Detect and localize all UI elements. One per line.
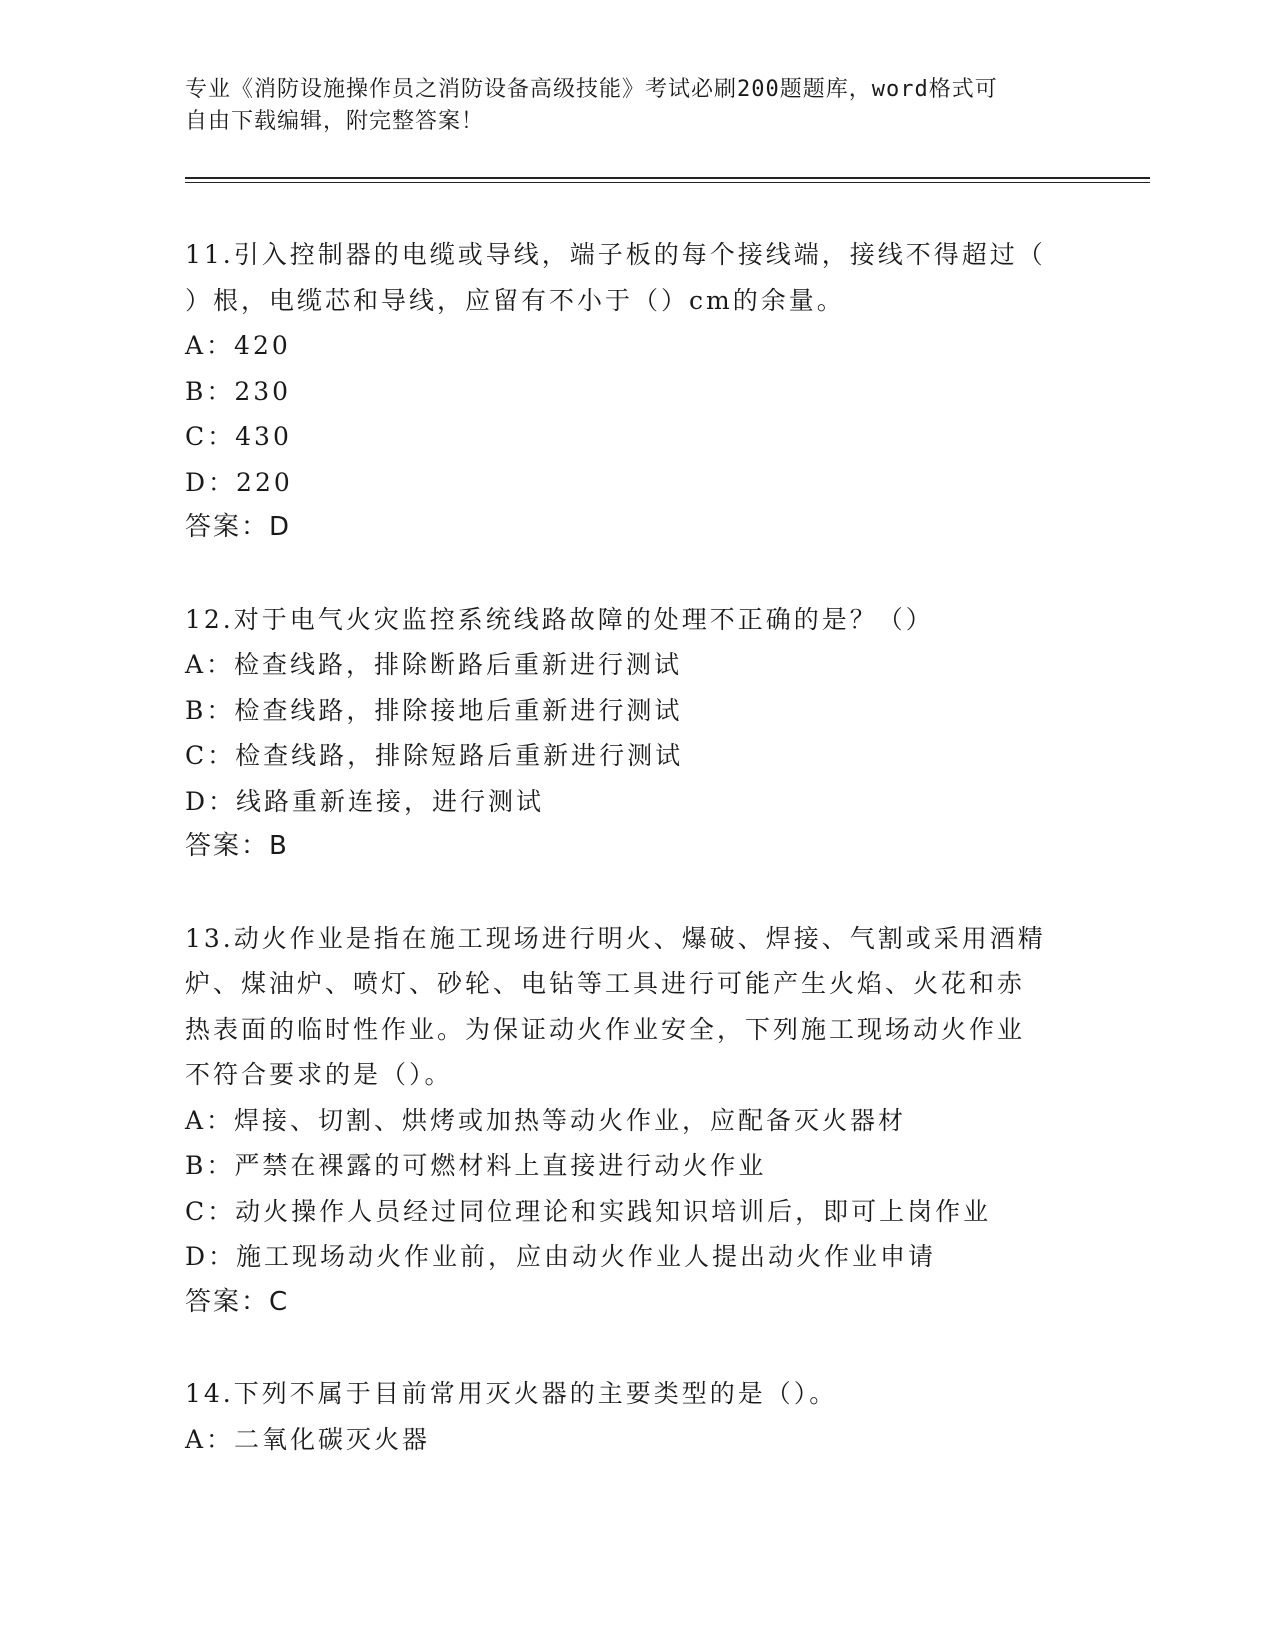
option-a: A：420	[185, 331, 291, 360]
option-b: B：230	[185, 376, 292, 406]
answer: 答案：B	[185, 831, 289, 861]
question-14	[185, 1371, 1085, 1462]
question-11	[185, 232, 1085, 551]
option-a: A：焊接、切割、烘烤或加热等动火作业，应配备灭火器材	[185, 1105, 907, 1135]
question-stem: 11.引入控制器的电缆或导线，端子板的每个接线端，接线不得超过（	[185, 240, 1046, 269]
option-b: B：严禁在裸露的可燃材料上直接进行动火作业	[185, 1151, 767, 1180]
question-stem: 热表面的临时性作业。为保证动火作业安全，下列施工现场动火作业	[185, 1014, 1026, 1044]
option-d: D：线路重新连接，进行测试	[185, 786, 545, 816]
option-c: C：动火操作人员经过同位理论和实践知识培训后，即可上岗作业	[185, 1196, 992, 1226]
question-stem: 13.动火作业是指在施工现场进行明火、爆破、焊接、气割或采用酒精	[185, 923, 1046, 953]
answer: 答案：D	[185, 512, 292, 542]
question-stem: 不符合要求的是（）。	[185, 1060, 453, 1089]
option-b: B：检查线路，排除接地后重新进行测试	[185, 695, 683, 725]
option-d: D：施工现场动火作业前，应由动火作业人提出动火作业申请	[185, 1242, 937, 1271]
header-divider-thick	[185, 177, 1150, 179]
option-d: D：220	[185, 467, 293, 497]
option-a: A：二氧化碳灭火器	[185, 1424, 431, 1454]
question-stem: ）根，电缆芯和导线，应留有不小于（）cm的余量。	[185, 285, 845, 315]
document-header	[185, 74, 1085, 138]
question-13	[185, 916, 1085, 1326]
question-stem: 12.对于电气火灾监控系统线路故障的处理不正确的是？（）	[185, 604, 934, 634]
answer: 答案：C	[185, 1286, 290, 1317]
question-stem: 14.下列不属于目前常用灭火器的主要类型的是（）。	[185, 1379, 838, 1408]
header-line-2: 自由下载编辑，附完整答案！	[185, 109, 485, 134]
option-c: C：检查线路，排除短路后重新进行测试	[185, 741, 684, 770]
question-12	[185, 597, 1085, 870]
question-list	[185, 232, 1085, 1508]
question-stem: 炉、煤油炉、喷灯、砂轮、电钻等工具进行可能产生火焰、火花和赤	[185, 969, 1026, 998]
header-line-1: 专业《消防设施操作员之消防设备高级技能》考试必刷200题题库，word格式可	[185, 77, 998, 102]
option-c: C：430	[185, 422, 292, 451]
option-a: A：检查线路，排除断路后重新进行测试	[185, 650, 683, 679]
header-divider-thin	[185, 182, 1150, 183]
